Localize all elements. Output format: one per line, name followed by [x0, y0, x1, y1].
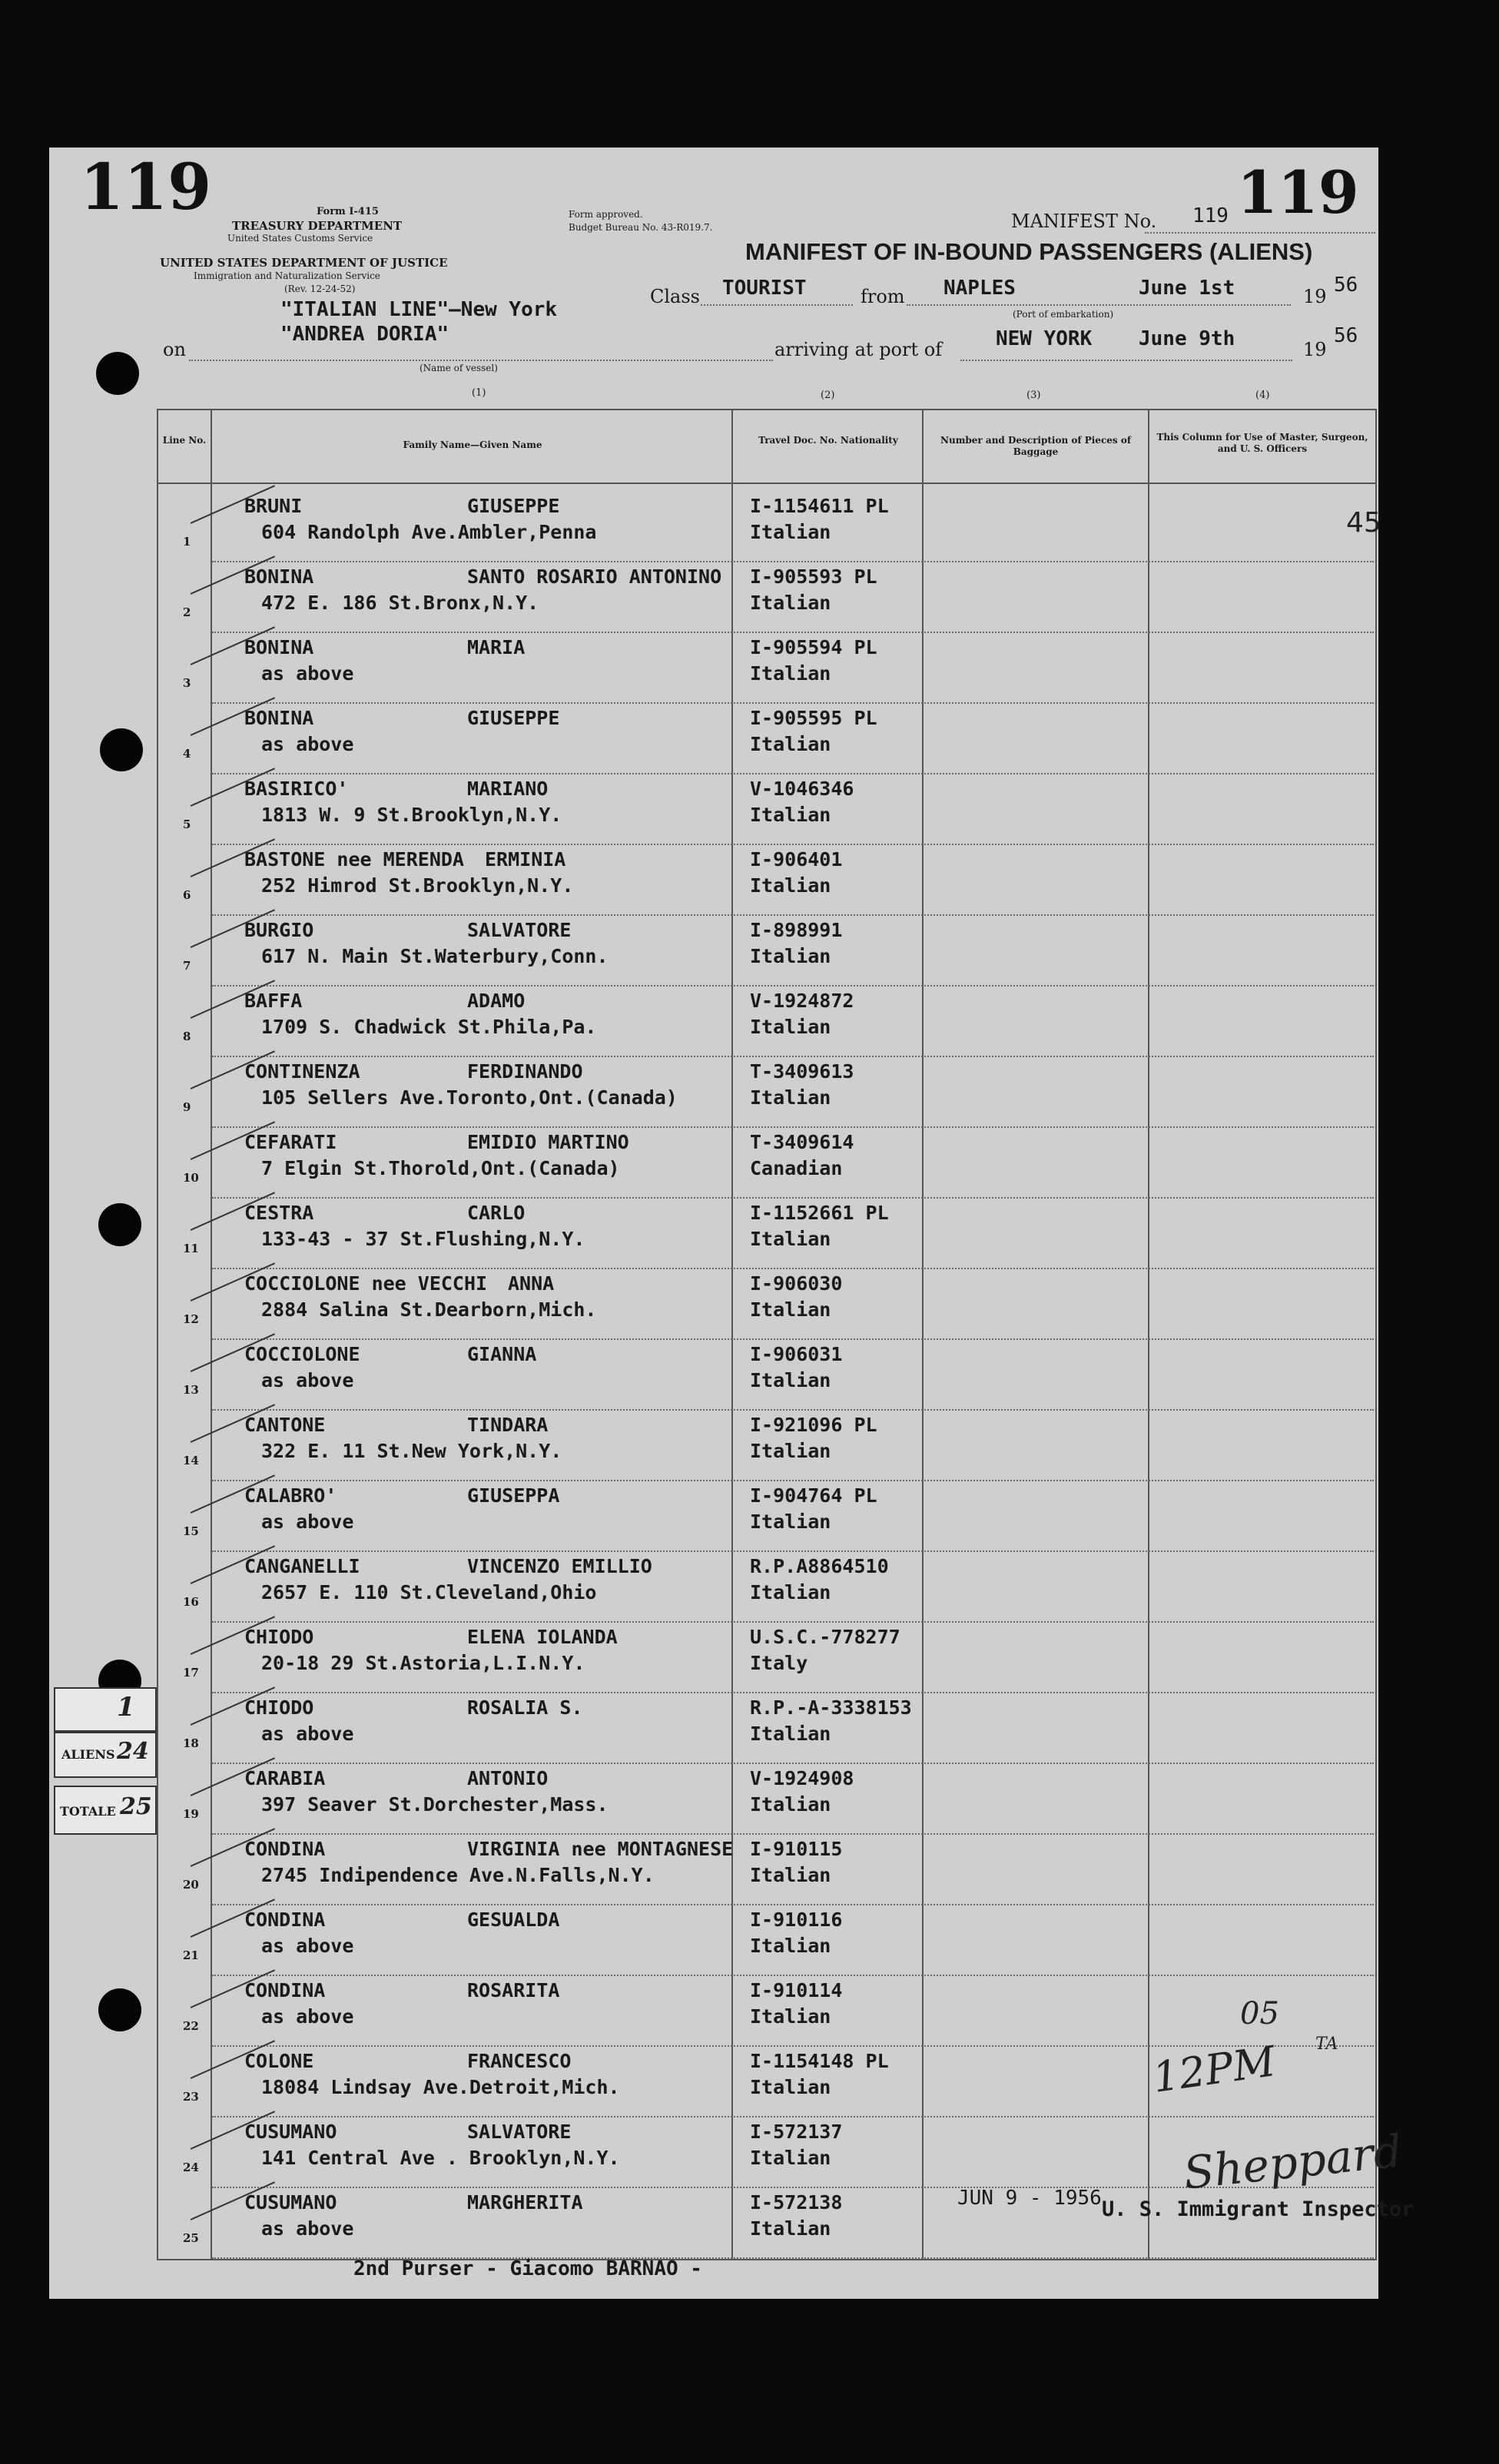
family-name: CARABIA	[244, 1767, 326, 1789]
nationality: Italian	[750, 804, 831, 826]
line-number: 3	[183, 676, 191, 690]
address: 7 Elgin St.Thorold,Ont.(Canada)	[261, 1157, 620, 1179]
nationality: Italian	[750, 1864, 831, 1886]
header-officers: This Column for Use of Master, Surgeon, and U. S. Officers	[1156, 432, 1368, 454]
class-value: TOURIST	[722, 277, 807, 300]
nationality: Italian	[750, 733, 831, 755]
table-row	[0, 633, 1499, 702]
line-number: 22	[183, 2019, 199, 2033]
table-row	[0, 916, 1499, 985]
given-name: ERMINIA	[485, 848, 566, 871]
travel-doc-number: I-910114	[750, 1979, 843, 2001]
table-row	[0, 987, 1499, 1056]
nationality: Italian	[750, 1723, 831, 1745]
manifest-number-line	[1145, 232, 1375, 234]
vessel-line	[189, 360, 773, 361]
header-line-no: Line No.	[162, 435, 207, 446]
nationality: Italian	[750, 1935, 831, 1957]
given-name: MARIA	[467, 636, 526, 658]
punch-hole-1	[96, 352, 139, 395]
nationality: Italian	[750, 662, 831, 685]
line-number: 13	[183, 1383, 199, 1397]
family-name: COLONE	[244, 2050, 314, 2072]
address: as above	[261, 1511, 354, 1533]
line-name: "ITALIAN LINE"—New York	[280, 298, 558, 321]
embark-line	[907, 304, 1291, 306]
family-name: CONDINA	[244, 1979, 326, 2001]
aliens-stamp	[54, 1732, 157, 1778]
travel-doc-number: I-898991	[750, 919, 843, 941]
arriving-label: arriving at port of	[774, 339, 943, 360]
vessel-caption: (Name of vessel)	[420, 363, 498, 373]
travel-doc-number: I-905593 PL	[750, 565, 877, 588]
line-number: 18	[183, 1736, 199, 1750]
total-label: TOTALE	[60, 1804, 116, 1819]
travel-doc-number: I-1154611 PL	[750, 495, 889, 517]
travel-doc-number: I-906401	[750, 848, 843, 871]
family-name: CONDINA	[244, 1909, 326, 1931]
nationality: Italian	[750, 1440, 831, 1462]
nationality: Italian	[750, 1581, 831, 1603]
nationality: Italian	[750, 2217, 831, 2240]
address: 617 N. Main St.Waterbury,Conn.	[261, 945, 609, 967]
table-header-bottom	[157, 483, 1377, 484]
address: 2884 Salina St.Dearborn,Mich.	[261, 1298, 597, 1321]
family-name: CESTRA	[244, 1202, 314, 1224]
tally-stamp-top	[54, 1687, 157, 1732]
nationality: Italian	[750, 592, 831, 614]
table-row	[0, 1199, 1499, 1268]
travel-doc-number: T-3409614	[750, 1131, 854, 1153]
travel-doc-number: V-1046346	[750, 778, 854, 800]
nationality: Italian	[750, 1086, 831, 1109]
travel-doc-number: I-910115	[750, 1838, 843, 1860]
aliens-value: 24	[117, 1738, 149, 1765]
given-name: ROSARITA	[467, 1979, 560, 2001]
immigrant-inspector: U. S. Immigrant Inspector	[1102, 2197, 1414, 2221]
address: 2745 Indipendence Ave.N.Falls,N.Y.	[261, 1864, 655, 1886]
address: 604 Randolph Ave.Ambler,Penna	[261, 521, 597, 543]
col-num-2: (2)	[821, 390, 835, 401]
line-number: 25	[183, 2231, 199, 2245]
form-number: Form I-415	[317, 206, 379, 217]
line-number: 24	[183, 2161, 199, 2174]
address: 1813 W. 9 St.Brooklyn,N.Y.	[261, 804, 562, 826]
family-name: BRUNI	[244, 495, 303, 517]
nationality: Italian	[750, 1016, 831, 1038]
line-number: 7	[183, 959, 191, 973]
nationality: Italian	[750, 2147, 831, 2169]
line-number: 15	[183, 1524, 199, 1538]
given-name: SALVATORE	[467, 919, 572, 941]
revision: (Rev. 12-24-52)	[284, 284, 356, 294]
family-name: CHIODO	[244, 1696, 314, 1719]
time-note-top: 05	[1240, 1996, 1279, 2031]
budget-bureau: Budget Bureau No. 43-R019.7.	[569, 222, 713, 233]
travel-doc-number: I-1152661 PL	[750, 1202, 889, 1224]
nationality: Italian	[750, 1369, 831, 1391]
given-name: TINDARA	[467, 1414, 549, 1436]
travel-doc-number: V-1924908	[750, 1767, 854, 1789]
address: as above	[261, 1723, 354, 1745]
address: 133-43 - 37 St.Flushing,N.Y.	[261, 1228, 585, 1250]
manifest-number-typed: 119	[1192, 204, 1229, 227]
family-name: CANTONE	[244, 1414, 326, 1436]
line-number: 16	[183, 1595, 199, 1609]
sheet-number-left: 119	[80, 151, 212, 224]
given-name: ANNA	[508, 1272, 555, 1295]
inspection-stamp-date: JUN 9 - 1956	[957, 2187, 1102, 2210]
embark-year: 56	[1334, 274, 1358, 297]
family-name: CUSUMANO	[244, 2191, 337, 2214]
given-name: SANTO ROSARIO ANTONINO	[467, 565, 722, 588]
class-line	[701, 304, 853, 306]
family-name: BURGIO	[244, 919, 314, 941]
time-initials: TA	[1315, 2035, 1338, 2054]
family-name: COCCIOLONE nee VECCHI	[244, 1272, 488, 1295]
line-number: 8	[183, 1030, 191, 1043]
travel-doc-number: I-904764 PL	[750, 1484, 877, 1507]
line-number: 1	[183, 535, 191, 549]
address: as above	[261, 2005, 354, 2028]
address: 141 Central Ave . Brooklyn,N.Y.	[261, 2147, 620, 2169]
family-name: CEFARATI	[244, 1131, 337, 1153]
family-name: CUSUMANO	[244, 2121, 337, 2143]
nationality: Italian	[750, 1793, 831, 1816]
manifest-label: MANIFEST No.	[1011, 211, 1157, 232]
line-number: 4	[183, 747, 191, 761]
line-number: 17	[183, 1666, 199, 1680]
family-name: BASIRICO'	[244, 778, 349, 800]
travel-doc-number: I-906031	[750, 1343, 843, 1365]
port-of-embarkation: NAPLES	[944, 277, 1016, 300]
travel-doc-number: R.P.A8864510	[750, 1555, 889, 1577]
family-name: CALABRO'	[244, 1484, 337, 1507]
family-name: BONINA	[244, 707, 314, 729]
travel-doc-number: I-905595 PL	[750, 707, 877, 729]
given-name: GIANNA	[467, 1343, 537, 1365]
travel-doc-number: T-3409613	[750, 1060, 854, 1083]
address: as above	[261, 1935, 354, 1957]
given-name: VIRGINIA nee MONTAGNESE	[467, 1838, 734, 1860]
class-label: Class	[650, 286, 700, 307]
table-row	[0, 1905, 1499, 1975]
address: as above	[261, 2217, 354, 2240]
vessel-name: "ANDREA DORIA"	[280, 323, 449, 346]
given-name: ELENA IOLANDA	[467, 1626, 618, 1648]
given-name: GIUSEPPA	[467, 1484, 560, 1507]
year-prefix-2: 19	[1303, 339, 1327, 360]
given-name: GIUSEPPE	[467, 495, 560, 517]
family-name: CANGANELLI	[244, 1555, 360, 1577]
header-travel-doc: Travel Doc. No. Nationality	[758, 435, 898, 446]
address: 105 Sellers Ave.Toronto,Ont.(Canada)	[261, 1086, 678, 1109]
table-row	[0, 1693, 1499, 1763]
line-number: 19	[183, 1807, 199, 1821]
customs-service: United States Customs Service	[227, 233, 373, 244]
travel-doc-number: I-910116	[750, 1909, 843, 1931]
family-name: BAFFA	[244, 990, 303, 1012]
nationality: Canadian	[750, 1157, 843, 1179]
col-num-1: (1)	[472, 387, 486, 399]
ins-service: Immigration and Naturalization Service	[194, 270, 380, 281]
embark-date: June 1st	[1139, 277, 1235, 300]
arrival-date: June 9th	[1139, 327, 1235, 350]
form-approved: Form approved.	[569, 209, 643, 220]
from-label: from	[861, 286, 905, 307]
table-row	[0, 1057, 1499, 1126]
purser: 2nd Purser - Giacomo BARNAO -	[353, 2257, 702, 2280]
given-name: MARGHERITA	[467, 2191, 583, 2214]
address: 252 Himrod St.Brooklyn,N.Y.	[261, 874, 574, 897]
table-row	[0, 562, 1499, 632]
line-number: 23	[183, 2090, 199, 2104]
nationality: Italian	[750, 1228, 831, 1250]
address: 322 E. 11 St.New York,N.Y.	[261, 1440, 562, 1462]
arrival-line	[960, 360, 1292, 361]
table-row	[0, 1269, 1499, 1338]
margin-count: 45	[1346, 507, 1381, 539]
line-number: 12	[183, 1312, 199, 1326]
nationality: Italian	[750, 1298, 831, 1321]
given-name: FERDINANDO	[467, 1060, 583, 1083]
address: 472 E. 186 St.Bronx,N.Y.	[261, 592, 539, 614]
nationality: Italian	[750, 2076, 831, 2098]
total-stamp	[54, 1786, 157, 1835]
nationality: Italian	[750, 874, 831, 897]
table-row	[0, 1552, 1499, 1621]
nationality: Italian	[750, 945, 831, 967]
nationality: Italian	[750, 2005, 831, 2028]
given-name: MARIANO	[467, 778, 549, 800]
family-name: CONDINA	[244, 1838, 326, 1860]
tally-stamp-top-value: 1	[117, 1692, 135, 1723]
header-name: Family Name—Given Name	[403, 439, 542, 450]
travel-doc-number: I-1154148 PL	[750, 2050, 889, 2072]
given-name: GESUALDA	[467, 1909, 560, 1931]
year-prefix-1: 19	[1303, 286, 1327, 307]
table-row	[0, 1128, 1499, 1197]
embark-caption: (Port of embarkation)	[1013, 309, 1114, 320]
time-note: 12PM	[1149, 2037, 1278, 2102]
line-number: 11	[183, 1242, 199, 1255]
table-bottom	[157, 2259, 1377, 2260]
given-name: VINCENZO EMILLIO	[467, 1555, 652, 1577]
table-row	[0, 1623, 1499, 1692]
table-row	[0, 1340, 1499, 1409]
table-row	[0, 1764, 1499, 1833]
manifest-title: MANIFEST OF IN-BOUND PASSENGERS (ALIENS)	[745, 238, 1313, 265]
given-name: FRANCESCO	[467, 2050, 572, 2072]
family-name: BONINA	[244, 565, 314, 588]
address: as above	[261, 1369, 354, 1391]
line-number: 10	[183, 1171, 199, 1185]
family-name: BASTONE nee MERENDA	[244, 848, 464, 871]
line-number: 6	[183, 888, 191, 902]
port-of-arrival: NEW YORK	[996, 327, 1093, 350]
address: 20-18 29 St.Astoria,L.I.N.Y.	[261, 1652, 585, 1674]
nationality: Italy	[750, 1652, 808, 1674]
nationality: Italian	[750, 1511, 831, 1533]
header-baggage: Number and Description of Pieces of Baggage	[940, 435, 1131, 457]
line-number: 5	[183, 817, 191, 831]
on-label: on	[163, 339, 186, 360]
given-name: ROSALIA S.	[467, 1696, 583, 1719]
given-name: SALVATORE	[467, 2121, 572, 2143]
travel-doc-number: V-1924872	[750, 990, 854, 1012]
given-name: CARLO	[467, 1202, 526, 1224]
travel-doc-number: R.P.-A-3338153	[750, 1696, 912, 1719]
family-name: CONTINENZA	[244, 1060, 360, 1083]
address: 1709 S. Chadwick St.Phila,Pa.	[261, 1016, 597, 1038]
total-value: 25	[120, 1793, 152, 1820]
line-number: 9	[183, 1100, 191, 1114]
line-number: 14	[183, 1454, 199, 1467]
table-row	[0, 1481, 1499, 1550]
travel-doc-number: I-905594 PL	[750, 636, 877, 658]
line-number: 20	[183, 1878, 199, 1892]
nationality: Italian	[750, 521, 831, 543]
table-row	[0, 704, 1499, 773]
inspector-signature: Sheppard	[1181, 2124, 1404, 2200]
address: 18084 Lindsay Ave.Detroit,Mich.	[261, 2076, 620, 2098]
given-name: EMIDIO MARTINO	[467, 1131, 629, 1153]
family-name: COCCIOLONE	[244, 1343, 360, 1365]
address: as above	[261, 733, 354, 755]
table-row	[0, 1835, 1499, 1904]
manifest-number-stamped: 119	[1237, 158, 1359, 227]
table-top	[157, 409, 1377, 410]
given-name: ADAMO	[467, 990, 526, 1012]
col-num-3: (3)	[1026, 390, 1041, 401]
address: as above	[261, 662, 354, 685]
given-name: GIUSEPPE	[467, 707, 560, 729]
travel-doc-number: I-572138	[750, 2191, 843, 2214]
travel-doc-number: I-906030	[750, 1272, 843, 1295]
department-of-justice: UNITED STATES DEPARTMENT OF JUSTICE	[160, 256, 448, 270]
arrival-year: 56	[1334, 324, 1358, 347]
table-row	[0, 492, 1499, 561]
family-name: BONINA	[244, 636, 314, 658]
aliens-label: ALIENS	[61, 1747, 115, 1762]
address: 397 Seaver St.Dorchester,Mass.	[261, 1793, 609, 1816]
family-name: CHIODO	[244, 1626, 314, 1648]
address: 2657 E. 110 St.Cleveland,Ohio	[261, 1581, 597, 1603]
given-name: ANTONIO	[467, 1767, 549, 1789]
table-row	[0, 774, 1499, 844]
table-row	[0, 1411, 1499, 1480]
treasury-department: TREASURY DEPARTMENT	[232, 219, 403, 233]
travel-doc-number: I-572137	[750, 2121, 843, 2143]
line-number: 21	[183, 1948, 199, 1962]
col-num-4: (4)	[1255, 390, 1270, 401]
table-row	[0, 845, 1499, 914]
travel-doc-number: U.S.C.-778277	[750, 1626, 900, 1648]
line-number: 2	[183, 605, 191, 619]
travel-doc-number: I-921096 PL	[750, 1414, 877, 1436]
